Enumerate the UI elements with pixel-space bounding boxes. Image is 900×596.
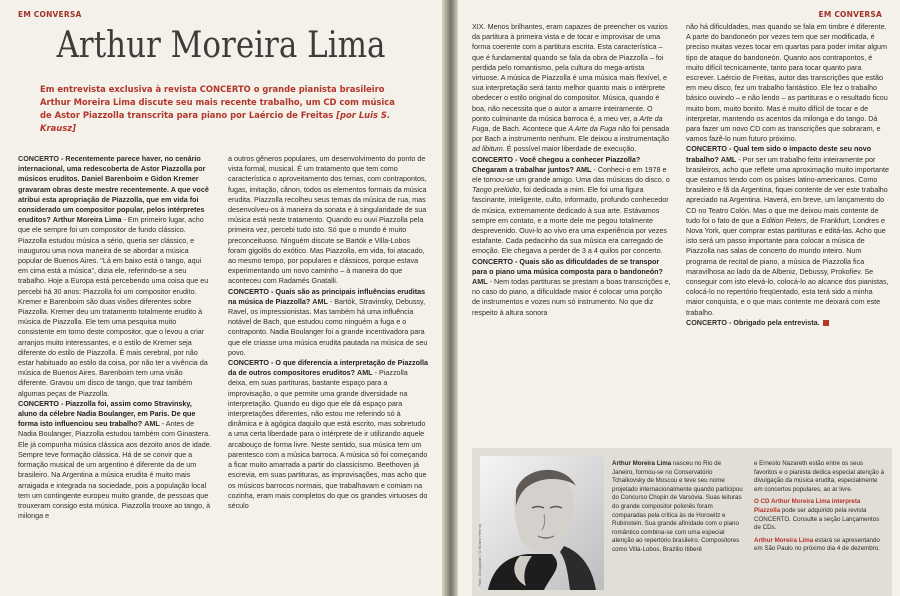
answer-4-continued: XIX. Menos brilhantes, eram capazes de preencher os vazios da partitura à primeira vista e de tocar e improvisar de uma forma coerente com a partitura escrita. Esta característica – que é fundamental quando se fala da obra de Piazzolla – foi perdida pelo romantismo, pela cultura do mega-artista virtuose. A música de Piazzolla é uma música mais flexível, e sua interpretação será tanto melhor quanto mais o intérprete obedecer o estilo original do compositor. Música, quando é boa, não necessita que o autor a amarre inteiramente. O ponto culminante da música barroca é, a meu ver, a	[472, 22, 668, 123]
photo-credit: Foto: Divulgação / Cristiane Hennig	[478, 524, 482, 586]
question-2: CONCERTO - Piazzolla foi, assim como Stravinsky, aluno da célebre Nadia Boulanger, em Paris. De que forma isto influenciou seu trabalho?	[18, 398, 196, 429]
speaker-initials: AML	[144, 419, 160, 429]
deck-byline: [por Luis S. Krausz]	[40, 110, 391, 133]
text-column-1	[18, 154, 213, 594]
sidebar-column-2	[754, 460, 886, 554]
answer-5: - Conheci-o em 1978 e ele tornou-se um grande amigo. Uma das músicas do disco, o	[472, 164, 670, 185]
section-kicker-right: EM CONVERSA	[818, 10, 882, 19]
question-7: CONCERTO - Qual tem sido o impacto deste seu novo trabalho?	[686, 144, 872, 164]
page-gutter	[442, 0, 458, 596]
article-headline: Arthur Moreira Lima	[56, 25, 386, 66]
work-title: Arte da Fuga	[472, 113, 663, 134]
bio-sidebar	[472, 448, 892, 596]
portrait-illustration	[480, 456, 604, 590]
speaker-initials: AML	[720, 154, 737, 164]
bio-text: nasceu no Rio de Janeiro, formou-se no Conservatório Tchaikovsky de Moscou e teve seu nome projetado internacionalmente quando participou do Concurso Chopin de Varsóvia. Suas leituras do grande compositor polonês foram comparadas pela crítica às de Horowitz e Rubinstein. Sua grande afinidade com o piano romântico combina-se com uma especial atenção ao repertório brasileiro. Compositores como Villa-Lobos, Brazilio Itiberê	[612, 460, 743, 553]
question-4: CONCERTO - O que diferencia a interpretação de Piazzolla da de outros compositores eruditos?	[228, 358, 428, 378]
publisher-name: Edition Peters	[761, 215, 807, 225]
answer-6-continued: não há dificuldades, mas quando se fala em timbre é diferente. A parte do bandoneón por vezes tem que ser modificada, é preciso muitas vezes tocar em quartas para poder imitar algum tipo de ataque do bandoneón. Quanto aos contrapontos, é muito difícil tecnicamente, tanto para tocar quanto para escrever. Laércio de Freitas, autor das transcrições que estão em meu disco, fez um trabalho fantástico. Ele fez o trabalho básico ouvindo – e não lendo – as partituras e o resultado ficou muito bom, muito bonito. Mas é muito difícil de tocar e de interpretar, mantendo os acentos da milonga e do tango. Dá para fazer um novo CD com as transcrições que sobraram, e vamos fazê-lo num futuro próximo.	[686, 22, 888, 144]
answer-4-text: . É possível maior liberdade de execução.	[502, 144, 637, 154]
speaker-initials: AML	[357, 368, 373, 378]
work-title: A Arte da Fuga	[568, 124, 617, 134]
text-column-3	[472, 22, 672, 444]
end-mark-icon	[823, 320, 829, 326]
speaker-name: Arthur Moreira Lima	[52, 215, 122, 225]
closing-line: CONCERTO - Obrigado pela entrevista.	[686, 317, 820, 327]
answer-7: - Por ser um trabalho feito inteiramente por brasileiros, acho que reflete uma aproximação muito importante que estamos tendo com os países latino-americanos. Como brasileiro e fã da Argentina, fiquei contente de ver este trabalho apreciado na Argentina. Haverá, em breve, um lançamento do CD no Teatro Colón. Mas o que me deixou mais contente de tudo foi o fato de que a	[686, 154, 889, 225]
deck-text: Em entrevista exclusiva à revista CONCERTO o grande pianista brasileiro Arthur Moreira Lima discute seu mais recente trabalho, um CD com música de Astor Piazzolla transcrita para piano por Laércio de Freitas	[40, 84, 395, 120]
portrait-photo	[480, 456, 604, 590]
answer-4-text: , de Bach. Acontece que	[488, 124, 569, 134]
concert-info: estará se apresentando em São Paulo no próximo dia 4 de dezembro.	[754, 536, 880, 553]
question-6: CONCERTO - Quais são as dificuldades de se transpor para o piano uma música composta para o bandoneón?	[472, 256, 663, 276]
answer-4: - Piazzolla deixa, em suas partituras, bastante espaço para a improvisação, o que permite uma grande diversidade na interpretação. Quando eu digo que ele dá espaço para interpretações diferentes, não estou me referindo só à dinâmica e à agógica daquilo que está escrito, mas sobretudo a uma certa liberdade para o intérprete de ir utilizando aquele arcabouço de forma livre. Neste sentido, sua música tem um parentesco com a música barroca. A música só foi começando a ficar muito amarrada a partir do classicismo. Beethoven já escrevia, em suas partituras, as improvisações, mas acho que os músicos barrocos normais, que trabalhavam e comiam na cozinha, eram mais completos do que os grandes virtuoses do século	[228, 368, 428, 510]
question-1: CONCERTO - Recentemente parece haver, no cenário internacional, uma redescoberta de Astor Piazzolla por músicos eruditos. Daniel Barenboim e Gidon Kremer gravaram obras deste mestre recentemente. A que você atribui esta apropriação de Piazzolla, que em vida foi considerado um compositor popular, pelos intérpretes eruditos?	[18, 154, 209, 225]
answer-4-text: não foi pensada por Bach a instrumento nenhum. Ele deixou a instrumentação	[472, 124, 670, 144]
cd-offer-text: pode ser adquirido pela revista CONCERTO. Consulte a seção Lançamentos de CDs.	[754, 506, 880, 532]
text-column-4	[686, 22, 889, 442]
sidebar-column-1	[612, 460, 744, 555]
answer-6: - Nem todas partituras se prestam a boas transcrições e, no caso do piano, a dificuldade maior é colocar uma porção de instrumentos e vozes num só instrumento. No que diz respeito à altura sonora	[472, 277, 671, 317]
left-page	[0, 0, 442, 596]
question-5: CONCERTO - Você chegou a conhecer Piazzolla? Chegaram a trabalhar juntos?	[472, 154, 641, 174]
article-deck	[40, 83, 408, 135]
speaker-initials: AML	[575, 164, 592, 174]
artist-name: Arthur Moreira Lima	[754, 536, 814, 544]
work-title: Tango prelúdio	[472, 185, 520, 195]
term-italic: ad libitum	[472, 144, 503, 154]
cd-offer-title: O CD Arthur Moreira Lima interpreta Piazzolla	[754, 498, 861, 514]
section-kicker-left: EM CONVERSA	[18, 10, 82, 19]
speaker-initials: AML	[312, 296, 328, 306]
bio-text-continued: e Ernesto Nazareth estão entre os seus favoritos e o pianista dedica especial atenção à divulgação da música erudita, especialmente em concertos populares, ao ar livre.	[754, 460, 885, 493]
answer-2-continued: a outros gêneros populares, um desenvolvimento do ponto de vista formal, musical. É um tratamento que tem como característica o aproveitamento dos temas, com contrapontos, fugas, imitação, cânon, todos os elementos formais da música erudita. Piazzolla recolheu seus temas da música de rua, mas desenvolveu-os à maneira da sonata e à singularidade de sua música está neste tratamento. Quando eu ouvi Piazzolla pela primeira vez, percebi tudo isto. Só que o mundo é muito preconceituoso. Ninguém discute se Bartók e Villa-Lobos foram gigolôs do exótico. Mas Piazzolla, em vida, foi atacado, ao mesmo tempo, por populares e clássicos, porque estava experimentando um novo caminho – à maneira do que aconteceu com Radamés Gnatalli.	[228, 154, 427, 286]
speaker-initials: AML	[472, 277, 488, 287]
question-3: CONCERTO - Quais são as principais influências eruditas na música de Piazzolla?	[228, 286, 426, 306]
answer-2: - Antes de Nadia Boulanger, Piazzolla estudou também com Ginastera. Ele já compunha música clássica aos dezoito anos de idade. Sempre teve formação clássica. Há de se convir que a formação musical de um argentino é diferente da de um brasileiro. Na Argentina a música erudita é muito mais arraigada e integrada na sociedade, pois a população local tem um contingente europeu muito grande, de pessoas que trouxeram consigo esta música. Piazzolla trouxe ao tango, à milonga e	[18, 419, 212, 521]
answer-3: - Bartók, Stravinsky, Debussy, Ravel, os impressionistas. Mas também há uma influência notável de Bach, que estudou como ninguém a fuga e o contraponto. Nadia Boulanger foi a grande incentivadora para que ele criasse uma música erudita pautada na música de seu povo.	[228, 296, 428, 357]
right-page	[458, 0, 900, 596]
answer-1: - Em primeiro lugar, acho que ele sempre foi um compositor de fundo clássico. Piazzolla estudou música a sério, queria ser clássico, e inaugurou uma nova maneira de se abordar a música popular de Buenos Aires. "Lá em baixo está o tango, aqui em cima está a música", dizia ele, referindo-se a seu trabalho. Hoje a Europa está percebendo uma coisa que eu percebi há 30 anos: Piazzolla foi um compositor erudito. Kremer e Barenboim são duas visões diferentes sobre Piazzolla. Kremer deu um tratamento totalmente erudito à música de Piazzolla. Ele tem uma pesquisa muito consistente em torno deste compositor, que o levou a criar arranjos muito interessantes, e o estilo de Kremer seja diferente do estilo de Piazzolla. É mais cerebral, por não estar habituado ao estilo da coisa, por não ter a vivência da música de Buenos Aires. Barenboim tem uma visão diferente. Gravou um disco de tango, que traz também algumas peças de Piazzolla.	[18, 215, 209, 398]
answer-5-text: , foi dedicada a mim. Ele foi uma figura fascinante, inteligente, culto, informado, profundo conhecedor de música, extremamente dedicado à sua arte. Estávamos sempre em contato, e a morte dele me pegou totalmente desprevenido. Ouvi-lo ao vivo era uma experiência por vezes estafante. Cada pedacinho da sua música era carregado de emoção. Ele chegava a perder de 3 a 4 quilos por concerto.	[472, 185, 669, 256]
text-column-2	[228, 154, 428, 594]
artist-name: Arthur Moreira Lima	[612, 460, 672, 467]
answer-7-text: , de Frankfurt, Londres e Nova York, quer comprar estas partituras e editá-las. Acho que isto será um passo importante para colocar a música de Piazzolla nas salas de concerto do mundo inteiro. Num programa de recital de piano, a música de Piazzolla fica maravilhosa ao lado da de Albeniz, Debussy, Prokofiev. Se conseguir com isto elevá-lo, colocá-lo ao alcance dos pianistas, colocá-lo no repertório freqüentado, esta terá sido a minha maior conquista, e o que mais contente me deixará com este trabalho.	[686, 215, 889, 317]
